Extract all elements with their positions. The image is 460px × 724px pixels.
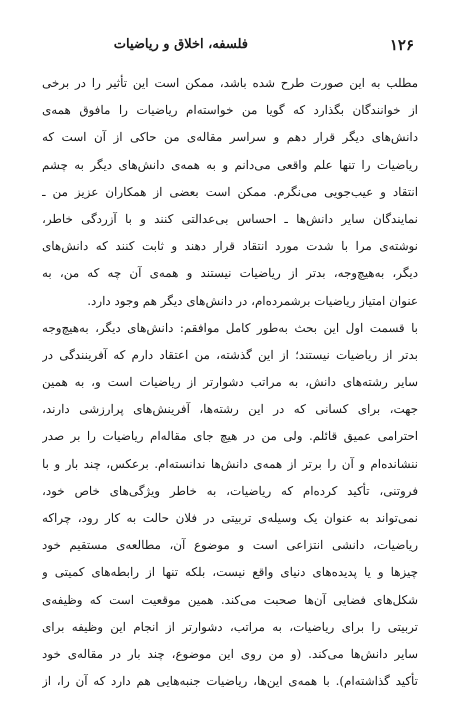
text-line: انتقاد و عیب‌جویی می‌نگرم. ممکن است بعضی از همکاران عزیز من ـ — [42, 184, 418, 199]
text-line: تربیتی را برای ریاضیات، به مراتب، دشوارتر از انجام این وظیفه برای — [42, 619, 418, 634]
text-line: احترامی عمیق قائلم. ولی من در هیچ جای مقاله‌ام ریاضیات را بر صدر — [42, 429, 418, 444]
running-title: فلسفه، اخلاق و ریاضیات — [113, 37, 248, 52]
body-text — [42, 70, 418, 695]
text-line: فروتنی، تأکید کرده‌ام که ریاضیات، به خاطر ویژگی‌های خاص خود، — [42, 483, 418, 498]
text-line: نوشته‌ی مرا با شدت مورد انتقاد قرار دهند و ثابت کنند که دانش‌های — [42, 239, 418, 254]
text-line: دیگر، به‌هیچ‌وجه، بدتر از ریاضیات نیستند و همه‌ی آن چه که من، به — [42, 266, 418, 281]
text-line: نمی‌تواند به عنوان یک وسیله‌ی تربیتی در فلان حالت به کار رود، چراکه — [42, 511, 418, 525]
text-line: سایر دانش‌ها می‌کند. (و من روی این موضوع، چند بار در مقاله‌ی خود — [42, 646, 418, 661]
text-line: با قسمت اول این بحث به‌طور کامل موافقم: دانش‌های دیگر، به‌هیچ‌وجه — [42, 320, 418, 335]
text-line: بدتر از ریاضیات نیستند؛ از این گذشته، من اعتقاد دارم که آفرینندگی در — [42, 347, 418, 362]
text-line: سایر رشته‌های دانش، به مراتب دشوارتر از ریاضیات است و، به همین — [42, 375, 418, 390]
text-line: از خوانندگان بگذارد که گویا من خواسته‌ام ریاضیات را مافوق همه‌ی — [42, 103, 418, 118]
text-line: عنوان امتیاز ریاضیات برشمرده‌ام، در دانش‌های دیگر هم وجود دارد. — [87, 293, 418, 308]
text-line: ننشانده‌ام و آن را برتر از همه‌ی دانش‌ها ندانسته‌ام. برعکس، چند بار و با — [42, 456, 418, 471]
text-line: جهت، برای کسانی که در این رشته‌ها، آفرینش‌های پرارزشی دارند، — [42, 402, 418, 417]
text-line: نمایندگان سایر دانش‌ها ـ احساس بی‌عدالتی کنند و با آزردگی خاطر، — [42, 211, 418, 226]
text-line: دانش‌های دیگر قرار دهم و سراسر مقاله‌ی من حاکی از آن است که — [42, 130, 418, 145]
text-line: تأکید گذاشته‌ام). با همه‌ی این‌ها، ریاضیات جنبه‌هایی هم دارد که آن را، از — [42, 674, 418, 689]
text-line: ریاضیات، دانشی انتزاعی است و موضوع آن، مطالعه‌ی مستقیم خود — [42, 538, 418, 553]
text-line: مطلب به این صورت طرح شده باشد، ممکن است این تأثیر را در برخی — [42, 76, 418, 90]
page-number: ۱۲۶ — [389, 36, 414, 54]
running-head — [44, 36, 414, 58]
text-line: شکل‌های فضایی آن‌ها صحبت می‌کند. همین موقعیت است که وظیفه‌ی — [42, 592, 418, 607]
text-line: ریاضیات را تنها علم واقعی می‌دانم و به همه‌ی دانش‌های دیگر به چشم — [42, 157, 418, 172]
text-line: چیزها و یا پدیده‌های دنیای واقع نیست، بلکه تنها از رابطه‌های کمیتی و — [42, 565, 418, 580]
